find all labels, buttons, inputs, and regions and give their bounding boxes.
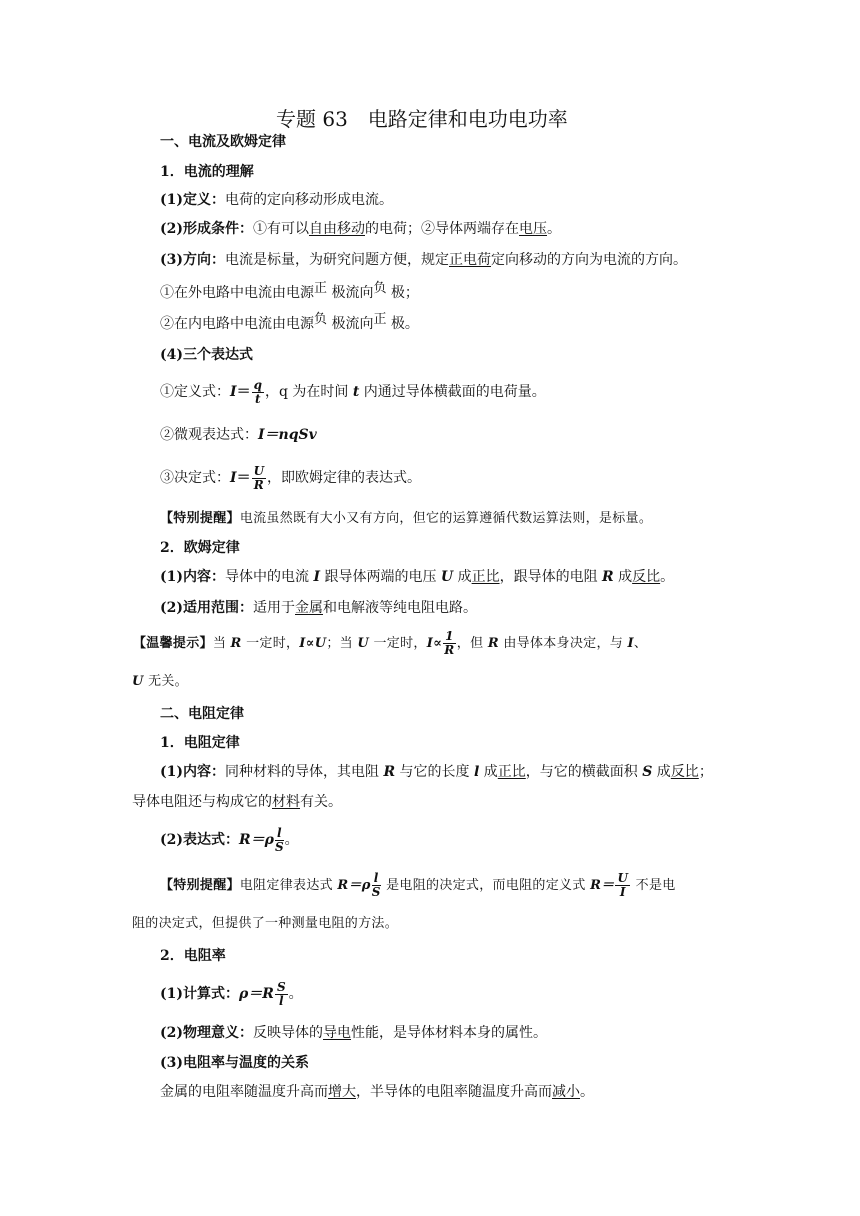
formula-label: ②微观表达式：: [160, 427, 258, 443]
fraction-denominator: R: [253, 477, 264, 492]
fraction-denominator: t: [254, 391, 261, 406]
fraction: [252, 379, 264, 406]
content-text: 导体电阻还与构成它的: [132, 794, 272, 810]
tip-text: 电阻定律表达式: [239, 878, 338, 893]
expression-formula: R＝ρ: [239, 832, 274, 848]
content-lead: (1)内容：: [160, 764, 225, 780]
tip-formula: R＝: [590, 878, 615, 893]
content-text: ，跟导体的电阻: [499, 569, 603, 585]
special-tip-1: [160, 509, 652, 529]
formula-variable: I: [230, 384, 237, 400]
fraction-numerator: U: [617, 871, 629, 885]
tip-text: ；当: [326, 636, 358, 651]
phys-text: 性能，是导体材料本身的属性。: [351, 1025, 547, 1041]
ohm-content-line: [160, 567, 674, 587]
subheading-resistivity: 2．电阻率: [160, 948, 226, 964]
expression-text: 。: [284, 832, 299, 848]
formula-variable: I: [230, 470, 237, 486]
direction-text: 定向移动的方向为电流的方向。: [491, 252, 687, 268]
definition-text: 电荷的定向移动形成电流。: [225, 192, 393, 208]
fraction: [443, 630, 456, 657]
tip-text: 无关。: [143, 674, 188, 689]
content-variable: R: [602, 569, 614, 585]
formula-label: ①定义式：: [160, 384, 230, 400]
metal-text: 金属的电阻率随温度升高而: [160, 1084, 328, 1100]
tip-lead: 【特别提醒】: [160, 511, 240, 526]
content-variable: l: [474, 764, 480, 780]
content-text: 成: [613, 569, 633, 585]
special-tip-2-line-2: 阻的决定式，但提供了一种测量电阻的方法。: [132, 916, 399, 931]
content-answer-1: 正比: [471, 569, 500, 585]
content-text: 跟导体两端的电压: [320, 569, 441, 585]
warm-tip-line-2: [132, 672, 188, 692]
tip-formula: I∝U: [299, 636, 327, 651]
metal-answer-1: 增大: [328, 1084, 356, 1100]
micro-formula: I＝nqSv: [258, 427, 317, 443]
tip-text: 一定时，: [369, 636, 427, 651]
metal-text: ，半导体的电阻率随温度升高而: [356, 1084, 552, 1100]
phys-text: 反映导体的: [253, 1025, 323, 1041]
micro-formula-line: [160, 425, 317, 445]
formula-equals: ＝: [236, 470, 251, 486]
fraction: [372, 872, 381, 899]
outer-circuit-line: [160, 283, 419, 304]
content-answer-3: 材料: [272, 794, 300, 810]
calc-lead: (1)计算式：: [160, 986, 239, 1002]
inner-text: 极。: [386, 316, 419, 332]
fraction-numerator: 1: [445, 629, 454, 643]
resistance-content-line-1: [160, 762, 713, 782]
metal-answer-2: 减小: [552, 1084, 580, 1100]
content-lead: (1)内容：: [160, 569, 225, 585]
content-text: 导体中的电流: [225, 569, 314, 585]
direction-lead: (3)方向：: [160, 252, 225, 268]
definition-line: [160, 190, 393, 210]
fraction: [275, 827, 284, 854]
content-text: ，与它的横截面积: [525, 764, 643, 780]
tip-variable: U: [357, 636, 370, 651]
content-answer-2: 反比: [670, 764, 699, 780]
outer-text: 极；: [386, 285, 419, 301]
tip-lead: 【温馨提示】: [133, 636, 213, 651]
scope-line: [160, 598, 477, 618]
ohm-formula-line: [160, 464, 421, 492]
outer-text: ①在外电路中电流由电源: [160, 285, 314, 301]
formula-label: ③决定式：: [160, 470, 230, 486]
temperature-heading: (3)电阻率与温度的关系: [160, 1055, 309, 1071]
fraction-numerator: U: [253, 463, 265, 478]
scope-text: 和电解液等纯电阻电路。: [323, 600, 477, 616]
calc-text: 。: [288, 986, 303, 1002]
condition-answer-2: 电压: [519, 221, 547, 237]
direction-line: [160, 250, 687, 270]
formula-text: ，q 为在时间: [264, 384, 353, 400]
phys-lead: (2)物理意义：: [160, 1025, 253, 1041]
outer-text: 极流向: [327, 285, 374, 301]
tip-text: 电流虽然既有大小又有方向，但它的运算遵循代数运算法则，是标量。: [239, 511, 653, 526]
condition-text: 。: [547, 221, 561, 237]
content-variable: U: [440, 569, 454, 585]
outer-answer-2: 负: [373, 281, 387, 296]
inner-answer-2: 正: [373, 312, 387, 327]
definition-lead: (1)定义：: [160, 192, 225, 208]
condition-text: ①有可以: [253, 221, 309, 237]
tip-formula: R＝ρ: [337, 878, 371, 893]
content-text: ；: [698, 764, 713, 780]
formula-text: 内通过导体横截面的电荷量。: [359, 384, 546, 400]
fraction: [275, 981, 288, 1008]
fraction-numerator: l: [372, 872, 381, 886]
fraction-numerator: q: [253, 377, 262, 392]
condition-lead: (2)形成条件：: [160, 221, 253, 237]
section-heading-2: 二、电阻定律: [160, 706, 244, 722]
fraction: [252, 465, 266, 492]
content-text: 成: [453, 569, 472, 585]
fraction-numerator: S: [276, 979, 286, 994]
scope-answer: 金属: [295, 600, 323, 616]
special-tip-2-line-1: [160, 872, 676, 900]
outer-answer-1: 正: [314, 281, 328, 296]
tip-text: ，但: [456, 636, 488, 651]
scope-lead: (2)适用范围：: [160, 600, 253, 616]
tip-variable: U: [132, 674, 144, 689]
tip-text: 当: [212, 636, 231, 651]
tip-lead: 【特别提醒】: [160, 878, 240, 893]
physical-meaning-line: [160, 1023, 547, 1043]
fraction-denominator: S: [274, 839, 284, 854]
tip-text: 是电阻的决定式，而电阻的定义式: [381, 878, 591, 893]
formula-variable: t: [352, 384, 360, 400]
fraction: [615, 872, 630, 899]
resistivity-formula-line: [160, 980, 303, 1008]
phys-answer: 导电: [323, 1025, 351, 1041]
condition-answer-1: 自由移动: [309, 221, 365, 237]
fraction-denominator: S: [371, 885, 381, 899]
fraction-numerator: l: [275, 827, 284, 841]
subheading-current: 1．电流的理解: [160, 164, 254, 180]
tip-text: 一定时，: [241, 636, 300, 651]
scope-text: 适用于: [253, 600, 295, 616]
tip-text: 不是电: [631, 878, 676, 893]
tip-variable: R: [230, 636, 242, 651]
direction-answer: 正电荷: [449, 252, 491, 268]
fraction-denominator: R: [444, 643, 455, 657]
content-answer-1: 正比: [497, 764, 526, 780]
content-text: 成: [479, 764, 498, 780]
tip-variable: I: [627, 636, 634, 651]
tip-text: 、: [633, 636, 648, 651]
fraction-denominator: I: [619, 885, 626, 899]
subheading-resistance-law: 1．电阻定律: [160, 735, 240, 751]
resistance-content-line-2: [132, 792, 342, 812]
warm-tip-line-1: [133, 630, 647, 658]
resistance-expression-line: [160, 826, 299, 854]
content-text: 有关。: [300, 794, 342, 810]
inner-answer-1: 负: [314, 312, 328, 327]
definition-formula-line: [160, 378, 546, 406]
tip-text: 由导体本身决定，与: [498, 636, 628, 651]
inner-circuit-line: [160, 314, 419, 335]
formula-equals: ＝: [236, 384, 251, 400]
formula-text: ，即欧姆定律的表达式。: [267, 470, 422, 486]
content-text: 成: [652, 764, 671, 780]
metal-resistivity-line: [160, 1082, 594, 1102]
fraction-denominator: l: [279, 993, 284, 1008]
inner-text: 极流向: [327, 316, 374, 332]
page-title: 专题 63 电路定律和电功电功率: [276, 107, 568, 131]
direction-text: 电流是标量，为研究问题方便，规定: [225, 252, 449, 268]
tip-formula: I∝: [426, 636, 443, 651]
calc-formula: ρ＝R: [239, 986, 274, 1002]
three-expressions-heading: (4)三个表达式: [160, 347, 253, 363]
content-text: 同种材料的导体，其电阻: [225, 764, 384, 780]
section-heading-1: 一、电流及欧姆定律: [160, 134, 286, 150]
condition-text: 的电荷；②导体两端存在: [365, 221, 519, 237]
content-text: 与它的长度: [395, 764, 474, 780]
content-variable: S: [642, 764, 653, 780]
condition-line: [160, 219, 561, 239]
metal-text: 。: [580, 1084, 594, 1100]
subheading-ohm: 2．欧姆定律: [160, 540, 240, 556]
expression-lead: (2)表达式：: [160, 832, 239, 848]
tip-variable: R: [487, 636, 499, 651]
inner-text: ②在内电路中电流由电源: [160, 316, 314, 332]
content-variable: I: [313, 569, 321, 585]
content-variable: R: [383, 764, 396, 780]
content-text: 。: [660, 569, 675, 585]
content-answer-2: 反比: [632, 569, 661, 585]
